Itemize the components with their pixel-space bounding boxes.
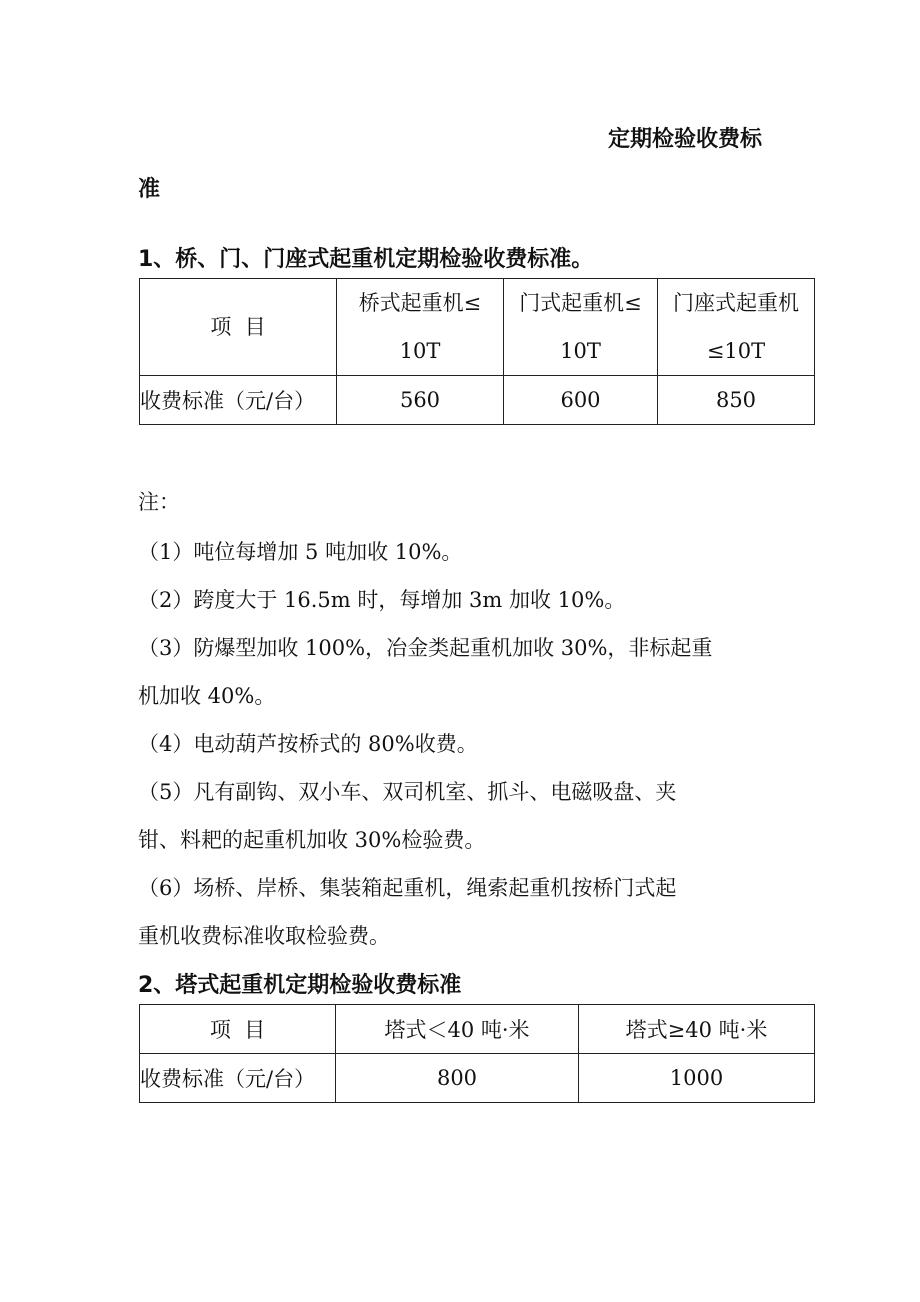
header-line1: 门式起重机≤	[519, 291, 642, 315]
document-title-line1: 定期检验收费标	[608, 127, 763, 152]
value-cell: 800	[336, 1054, 579, 1103]
document-title-line2: 准	[138, 177, 161, 202]
header-line1: 门座式起重机	[673, 291, 799, 315]
value-cell: 600	[504, 376, 658, 425]
table-row	[140, 376, 815, 425]
note-line: （5）凡有副钩、双小车、双司机室、抓斗、电磁吸盘、夹	[138, 780, 677, 804]
note-line: （2）跨度大于 16.5m 时，每增加 3m 加收 10%。	[138, 588, 626, 612]
row-label-cell: 收费标准（元/台）	[140, 376, 337, 425]
note-line: （6）场桥、岸桥、集装箱起重机，绳索起重机按桥门式起	[138, 876, 677, 900]
note-line: 钳、料耙的起重机加收 30%检验费。	[138, 828, 486, 852]
note-line: 机加收 40%。	[138, 684, 276, 708]
header-line2: 10T	[399, 339, 441, 363]
table-header-row	[140, 1005, 815, 1054]
section2-heading: 2、塔式起重机定期检验收费标准	[138, 973, 462, 998]
value-cell: 850	[658, 376, 815, 425]
note-line: （4）电动葫芦按桥式的 80%收费。	[138, 732, 478, 756]
header-cell-gantry-crane	[504, 279, 658, 376]
header-line1: 桥式起重机≤	[358, 291, 482, 315]
notes-heading: 注：	[138, 490, 180, 514]
section1-heading: 1、桥、门、门座式起重机定期检验收费标准。	[138, 247, 594, 272]
header-cell-tower-under-40: 塔式＜40 吨·米	[336, 1005, 579, 1054]
header-line2: 10T	[560, 339, 601, 363]
header-line2: ≤10T	[706, 339, 766, 363]
row-label-cell: 收费标准（元/台）	[140, 1054, 336, 1103]
note-line: 重机收费标准收取检验费。	[138, 924, 390, 948]
value-cell: 560	[337, 376, 504, 425]
tower-crane-fee-table	[139, 1004, 815, 1103]
bridge-gantry-crane-fee-table	[139, 278, 815, 425]
header-label-cell: 项 目	[140, 1005, 336, 1054]
value-cell: 1000	[579, 1054, 815, 1103]
table-header-row	[140, 279, 815, 376]
header-label-cell: 项 目	[140, 279, 337, 376]
table-row	[140, 1054, 815, 1103]
header-cell-tower-40-plus: 塔式≥40 吨·米	[579, 1005, 815, 1054]
header-cell-portal-crane	[658, 279, 815, 376]
note-line: （1）吨位每增加 5 吨加收 10%。	[138, 540, 463, 564]
note-line: （3）防爆型加收 100%，冶金类起重机加收 30%，非标起重	[138, 636, 713, 660]
header-cell-bridge-crane	[337, 279, 504, 376]
